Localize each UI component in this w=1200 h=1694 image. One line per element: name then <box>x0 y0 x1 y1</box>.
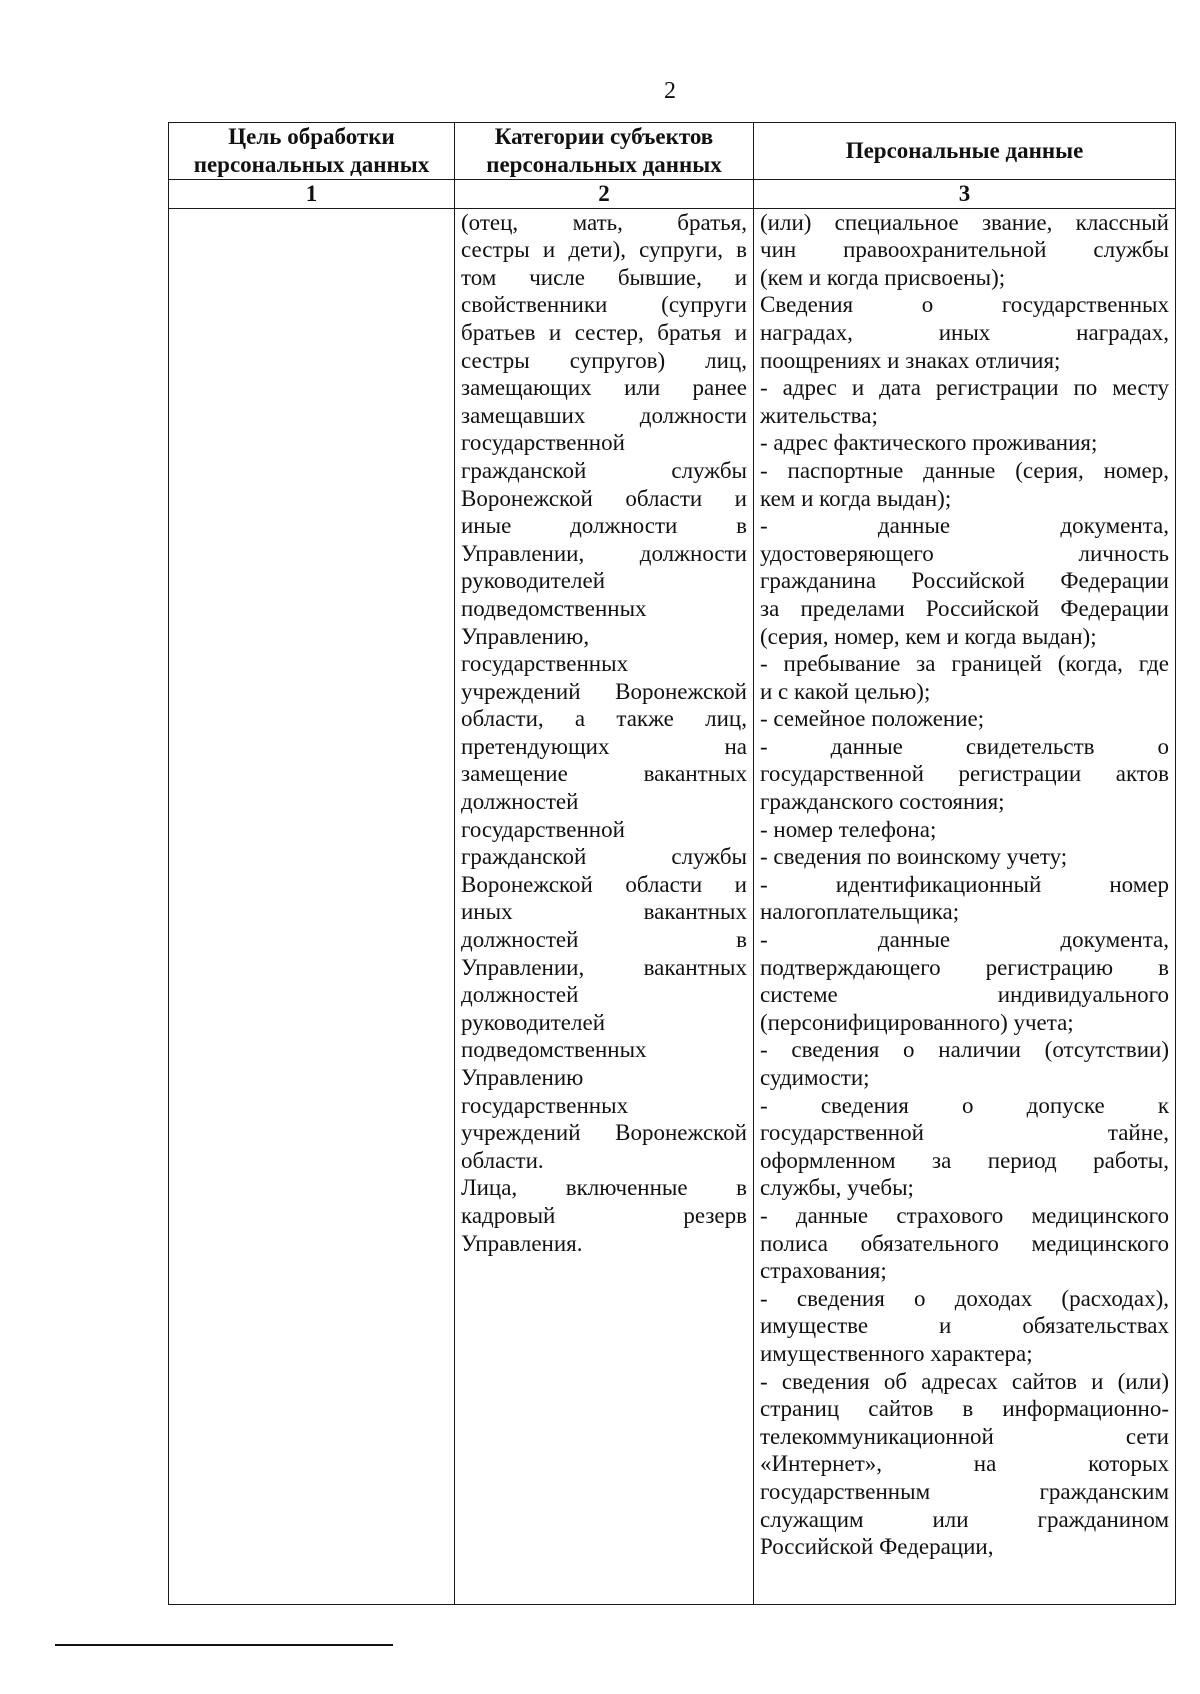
cell-text-line: сестры супругов) лиц, <box>461 347 747 373</box>
cell-text-line: и с какой целью); <box>760 678 931 704</box>
cell-text-line: служащим или гражданином <box>760 1506 1169 1532</box>
cell-text-line: судимости; <box>760 1065 870 1090</box>
cell-text-line: государственных <box>461 651 629 677</box>
cell-text-line: (персонифицированного) учета; <box>760 1009 1074 1035</box>
cell-text-line: службы, учебы; <box>760 1175 914 1201</box>
cell-text-line: подведомственных <box>461 1037 647 1063</box>
cell-text-line: братьев и сестер, братья и <box>461 319 747 345</box>
cell-text-line: области. <box>461 1147 544 1173</box>
header-subject-categories <box>455 123 754 180</box>
cell-text-line: - сведения о допуске к <box>760 1092 1169 1118</box>
header-purpose-line-2: персональных данных <box>193 151 430 177</box>
cell-text-line: Сведения о государственных <box>760 292 1169 318</box>
cell-text-line: (кем и когда присвоены); <box>760 264 1006 290</box>
cell-text-line: - сведения по воинскому учету; <box>760 844 1068 870</box>
cell-text-line: учреждений Воронежской <box>461 1120 747 1146</box>
cell-text-line: Воронежской области и <box>461 485 747 511</box>
cell-text-line: гражданской службы <box>461 457 747 483</box>
cell-text-line: замещавших должности <box>461 402 747 428</box>
cell-text-line: чин правоохранительной службы <box>760 237 1169 263</box>
cell-text-line: - сведения о доходах (расходах), <box>760 1285 1169 1311</box>
cell-text-line: кадровый резерв <box>461 1202 747 1228</box>
cell-text-line: - данные документа, <box>760 513 1169 539</box>
cell-text-line: Российской Федерации, <box>760 1534 994 1560</box>
personal-data-table <box>168 122 1176 1605</box>
header-purpose <box>169 123 455 180</box>
cell-text-line: системе индивидуального <box>760 982 1169 1008</box>
cell-text-line: - адрес и дата регистрации по месту <box>760 375 1169 401</box>
cell-text-line: государственной <box>461 430 625 456</box>
cell-text-line: - сведения о наличии (отсутствии) <box>760 1037 1169 1063</box>
cell-text-line: полиса обязательного медицинского <box>760 1230 1169 1256</box>
cell-text-line: гражданской службы <box>461 844 747 870</box>
cell-text-line: имущественного характера; <box>760 1340 1033 1366</box>
cell-text-line: Управлении, должности <box>461 540 747 566</box>
cell-text-line: иных вакантных <box>461 899 747 925</box>
table-header-row <box>169 123 1176 180</box>
cell-text-line: имуществе и обязательствах <box>760 1313 1169 1339</box>
cell-text-line: Управления. <box>461 1230 583 1256</box>
cell-text-line: - сведения об адресах сайтов и (или) <box>760 1368 1169 1394</box>
cell-text-line: кем и когда выдан); <box>760 485 952 511</box>
cell-text-line: Управлению <box>461 1065 584 1090</box>
cell-text-line: руководителей <box>461 568 606 594</box>
header-categories-line-2: персональных данных <box>486 151 722 177</box>
cell-text-line: замещение вакантных <box>461 761 747 787</box>
cell-text-line: (серия, номер, кем и когда выдан); <box>760 623 1097 649</box>
header-personal-data-line-1: Персональные данные <box>845 138 1084 164</box>
column-number-3: 3 <box>754 180 1176 209</box>
cell-text-line: сестры и дети), супруги, в <box>461 237 747 263</box>
purpose-cell <box>169 208 455 1604</box>
cell-text-line: иные должности в <box>461 513 747 539</box>
cell-text-line: - семейное положение; <box>760 706 985 732</box>
footnote-divider <box>55 1644 393 1646</box>
cell-text-line: том числе бывшие, и <box>461 264 747 290</box>
cell-text-line: государственной тайне, <box>760 1120 1169 1146</box>
cell-text-line: - данные свидетельств о <box>760 733 1169 759</box>
cell-text-line: должностей в <box>461 927 747 953</box>
cell-text-line: гражданина Российской Федерации <box>760 568 1169 594</box>
cell-text-line: (отец, мать, братья, <box>461 209 747 235</box>
cell-text-line: государственной <box>461 816 625 842</box>
cell-text-line: подведомственных <box>461 595 647 621</box>
cell-text-line: - данные документа, <box>760 927 1169 953</box>
cell-text-line: оформленном за период работы, <box>760 1147 1169 1173</box>
cell-text-line: страхования; <box>760 1258 887 1284</box>
cell-text-line: (или) специальное звание, классный <box>760 209 1169 235</box>
column-number-1: 1 <box>169 180 455 209</box>
cell-text-line: - номер телефона; <box>760 816 937 842</box>
cell-text-line: должностей <box>461 982 579 1008</box>
column-number-2: 2 <box>455 180 754 209</box>
subject-categories-cell <box>455 208 754 1604</box>
cell-text-line: руководителей <box>461 1009 606 1035</box>
cell-text-line: подтверждающего регистрацию в <box>760 954 1169 980</box>
cell-text-line: - пребывание за границей (когда, где <box>760 651 1169 677</box>
cell-text-line: поощрениях и знаках отличия; <box>760 347 1061 373</box>
cell-text-line: страниц сайтов в информационно- <box>760 1396 1169 1422</box>
cell-text-line: государственных <box>461 1092 629 1118</box>
cell-text-line: должностей <box>461 789 579 815</box>
page-number: 2 <box>664 78 676 104</box>
table-row <box>169 208 1176 1604</box>
cell-text-line: области, а также лиц, <box>461 706 747 732</box>
header-categories-line-1: Категории субъектов <box>494 124 714 149</box>
header-personal-data <box>754 123 1176 180</box>
cell-text-line: удостоверяющего личность <box>760 540 1169 566</box>
personal-data-cell <box>754 208 1176 1604</box>
cell-text-line: налогоплательщика; <box>760 899 960 925</box>
cell-text-line: за пределами Российской Федерации <box>760 595 1169 621</box>
cell-text-line: - данные страхового медицинского <box>760 1202 1169 1228</box>
cell-text-line: Воронежской области и <box>461 871 747 897</box>
cell-text-line: замещающих или ранее <box>461 375 747 401</box>
cell-text-line: свойственники (супруги <box>461 292 747 318</box>
cell-text-line: учреждений Воронежской <box>461 678 747 704</box>
cell-text-line: - идентификационный номер <box>760 871 1169 897</box>
cell-text-line: - адрес фактического проживания; <box>760 430 1098 456</box>
cell-text-line: гражданского состояния; <box>760 789 1005 815</box>
cell-text-line: Управлению, <box>461 623 590 649</box>
cell-text-line: наградах, иных наградах, <box>760 319 1169 345</box>
cell-text-line: государственной регистрации актов <box>760 761 1169 787</box>
cell-text-line: Лица, включенные в <box>461 1175 747 1201</box>
cell-text-line: жительства; <box>760 402 878 428</box>
cell-text-line: Управлении, вакантных <box>461 954 747 980</box>
cell-text-line: - паспортные данные (серия, номер, <box>760 457 1169 483</box>
column-number-row <box>169 180 1176 209</box>
cell-text-line: претендующих на <box>461 733 747 759</box>
cell-text-line: государственным гражданским <box>760 1478 1169 1504</box>
cell-text-line: телекоммуникационной сети <box>760 1423 1169 1449</box>
cell-text-line: «Интернет», на которых <box>760 1451 1169 1477</box>
header-purpose-line-1: Цель обработки <box>228 124 395 149</box>
